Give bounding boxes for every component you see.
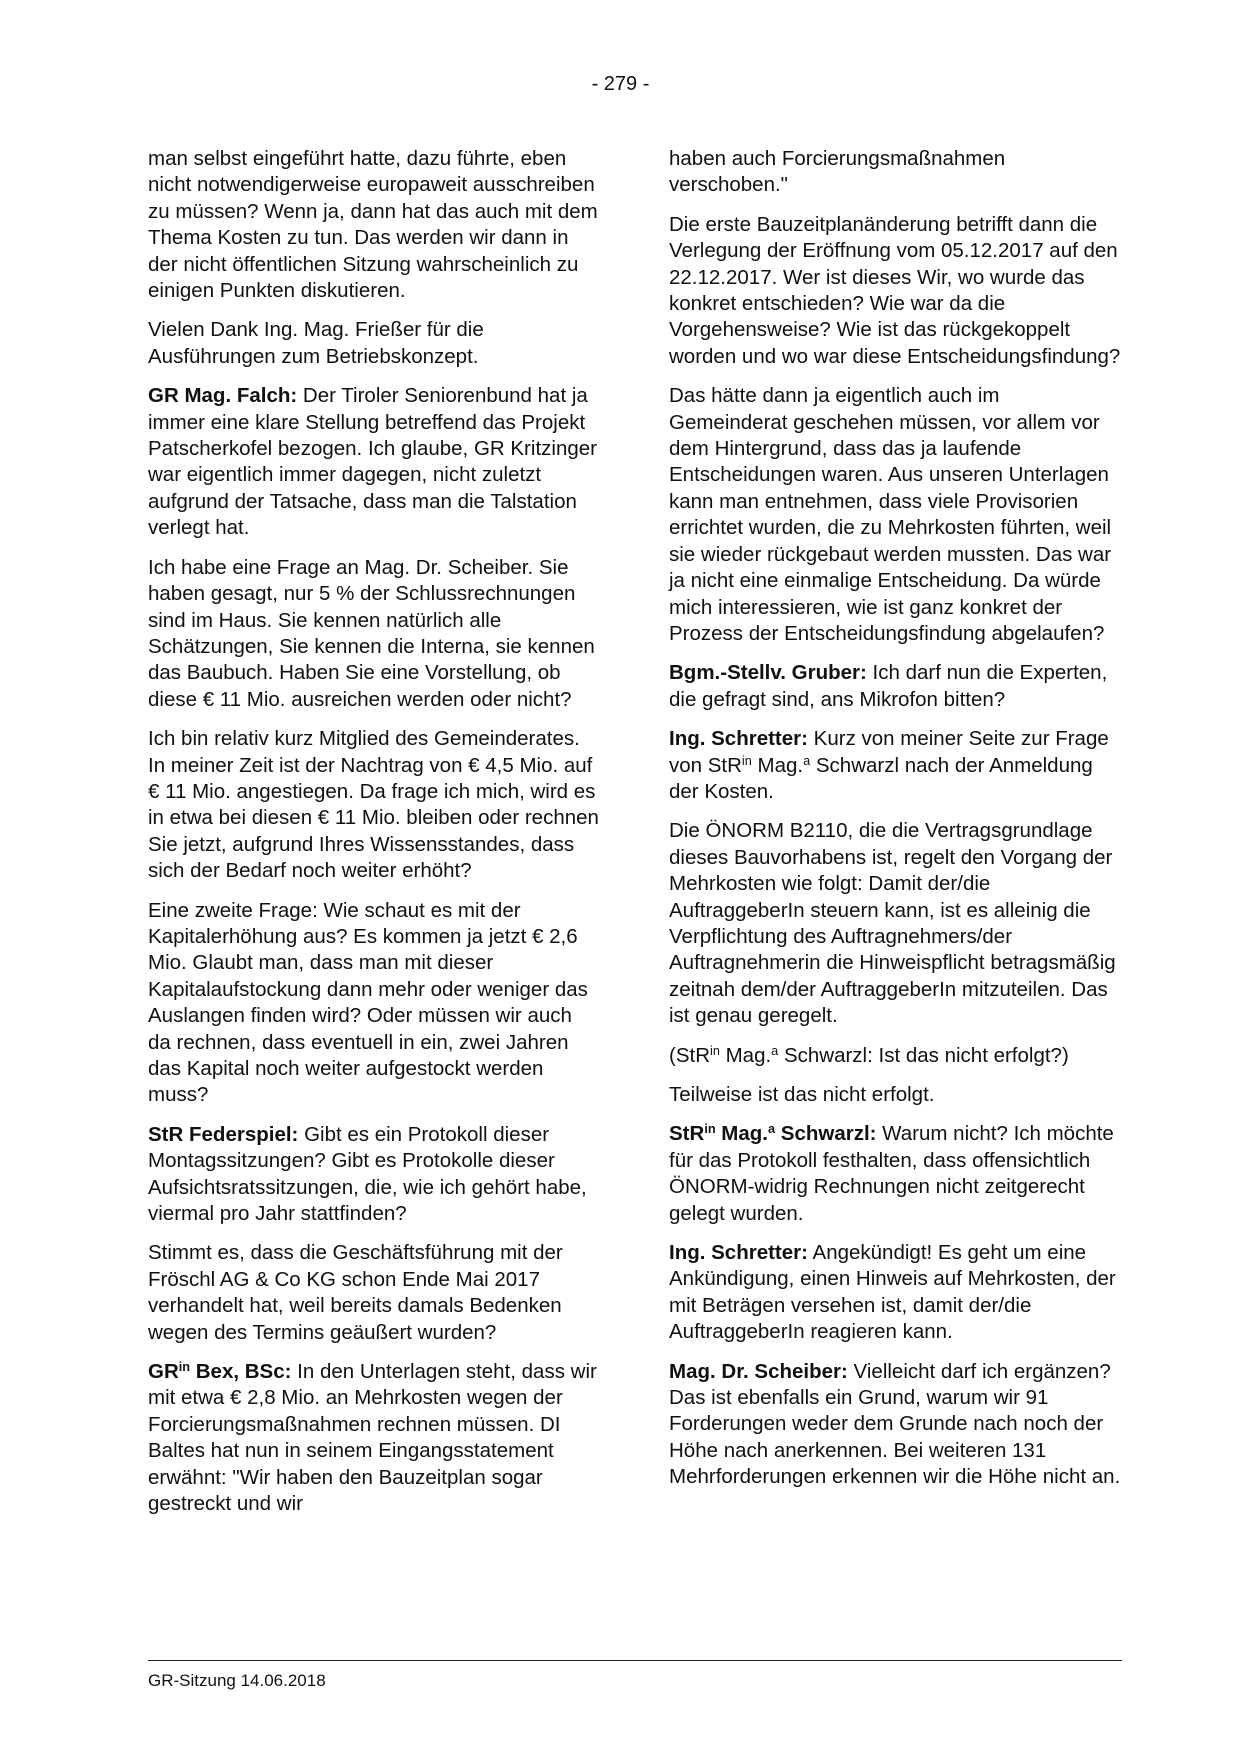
left-column [148,146,600,1531]
speaker-name [148,1360,291,1383]
paragraph: Vielen Dank Ing. Mag. Frießer für die Ausführungen zum Betriebskonzept. [148,318,484,368]
speaker-name: StR Federspiel: [148,1122,299,1146]
paragraph: Teilweise ist das nicht erfolgt. [669,1083,935,1106]
speech-paragraph [669,1359,1121,1491]
speaker-name: Ing. Schretter: [669,727,808,751]
speaker-surname: Schwarzl: [775,1122,877,1146]
paragraph: Ich habe eine Frage an Mag. Dr. Scheiber. Sie haben gesagt, nur 5 % der Schlussrechnungen sind im Haus. Sie kennen natürlich alle Schätzungen, Sie kennen die Interna, sie kennen das Baubuch. Haben Sie eine Vorstellung, ob diese € 11 Mio. ausreichen werden oder nicht? [148,555,595,711]
title-superscript: a [768,1121,776,1137]
right-column [669,146,1121,1504]
speaker-title: StR [669,1122,705,1146]
footer-text: GR-Sitzung 14.06.2018 [148,1671,326,1690]
speaker-name [669,1122,876,1145]
interjection-text: (StR [669,1043,710,1067]
speaker-name: Ing. Schretter: [669,1241,808,1265]
speech-paragraph [669,1240,1121,1346]
speech-text: Angekündigt! Es geht um eine Ankündigung, einen Hinweis auf Mehrkosten, der mit Beträgen versehen ist, damit der/die AuftraggeberIn reagieren kann. [669,1241,1116,1344]
footer-divider [148,1660,1122,1661]
speech-text: Mag. [751,753,804,777]
speech-text: Vielleicht darf ich ergänzen? Das ist ebenfalls ein Grund, warum wir 91 Forderungen weder dem Grunde nach noch der Höhe nach anerkennen. Bei weiteren 131 Mehrforderungen erkennen wir die Höhe nicht an. [669,1359,1121,1489]
speaker-title: Mag. [715,1122,769,1146]
paragraph: Die erste Bauzeitplanänderung betrifft dann die Verlegung der Eröffnung vom 05.12.2017 auf den 22.12.2017. Wer ist dieses Wir, wo wurde das konkret entschieden? Wie war da die Vorgehensweise? Wie ist das rückgekoppelt worden und wo war diese Entscheidungsfindung? [669,212,1121,368]
title-superscript: a [803,752,811,768]
speech-paragraph [669,660,1121,713]
interjection-text: Mag. [719,1043,772,1067]
title-superscript: in [741,752,752,768]
speech-text: Gibt es ein Protokoll dieser Montagssitzungen? Gibt es Protokolle dieser Aufsichtsratssitzungen, die, wie ich gehört habe, viermal pro Jahr stattfinden? [148,1122,587,1226]
speech-text: Der Tiroler Seniorenbund hat ja immer eine klare Stellung betreffend das Projekt Patscherkofel bezogen. Ich glaube, GR Kritzinger war eigentlich immer dagegen, nicht zuletzt aufgrund der Tatsache, dass man die Talstation verlegt hat. [148,384,597,540]
speech-text: Ich darf nun die Experten, die gefragt sind, ans Mikrofon bitten? [669,661,1108,711]
paragraph: Eine zweite Frage: Wie schaut es mit der Kapitalerhöhung aus? Es kommen ja jetzt € 2,6 Mio. Glaubt man, dass man mit dieser Kapitalaufstockung dann mehr oder weniger das Auslangen finden wird? Oder müssen wir auch da rechnen, dass eventuell in ein, zwei Jahren das Kapital noch weiter aufgestockt werden muss? [148,898,588,1107]
interjection-text: Schwarzl: Ist das nicht erfolgt?) [778,1043,1069,1067]
paragraph: Ich bin relativ kurz Mitglied des Gemeinderates. In meiner Zeit ist der Nachtrag von € 4,5 Mio. auf € 11 Mio. angestiegen. Da frage ich mich, wird es in etwa bei diesen € 11 Mio. bleiben oder rechnen Sie jetzt, aufgrund Ihres Wissensstandes, dass sich der Bedarf noch weiter erhöht? [148,727,599,883]
interjection [669,1043,1121,1069]
title-superscript: in [178,1359,191,1375]
title-superscript: a [771,1042,779,1058]
speech-text: Warum nicht? Ich möchte für das Protokoll festhalten, dass offensichtlich ÖNORM-widrig Rechnungen nicht zeitgerecht gelegt wurden. [669,1122,1114,1225]
speech-text: Schwarzl nach der Anmeldung der Kosten. [669,753,1093,803]
speech-paragraph [148,1122,600,1228]
speaker-name: Bgm.-Stellv. Gruber: [669,661,867,685]
title-superscript: in [710,1042,720,1058]
speech-paragraph [148,1359,600,1517]
paragraph: Stimmt es, dass die Geschäftsführung mit der Fröschl AG & Co KG schon Ende Mai 2017 verhandelt hat, weil bereits damals Bedenken wegen des Termins geäußert wurden? [148,1241,563,1344]
speaker-title: GR [148,1360,179,1384]
title-superscript: in [704,1121,716,1137]
speaker-name: Mag. Dr. Scheiber: [669,1359,848,1383]
speech-text: In den Unterlagen steht, dass wir mit etwa € 2,8 Mio. an Mehrkosten wegen der Forcierungsmaßnahmen rechnen müssen. DI Baltes hat nun in seinem Eingangsstatement erwähnt: "Wir haben den Bauzeitplan sogar gestreckt und wir [148,1360,597,1516]
speech-paragraph [148,383,600,541]
paragraph: haben auch Forcierungsmaßnahmen verschoben." [669,147,1006,197]
page-number: - 279 - [591,73,650,95]
speech-paragraph [669,1121,1121,1227]
paragraph: Die ÖNORM B2110, die die Vertragsgrundlage dieses Bauvorhabens ist, regelt den Vorgang der Mehrkosten wie folgt: Damit der/die AuftraggeberIn steuern kann, ist es alleinig die Verpflichtung des Auftragnehmers/der Auftragnehmerin die Hinweispflicht betragsmäßig zeitnah dem/der AuftraggeberIn mitzuteilen. Das ist genau geregelt. [669,819,1116,1028]
speech-paragraph [669,726,1121,805]
speaker-name: GR Mag. Falch: [148,384,298,408]
paragraph: man selbst eingeführt hatte, dazu führte, eben nicht notwendigerweise europaweit ausschreiben zu müssen? Wenn ja, dann hat das auch mit dem Thema Kosten zu tun. Das werden wir dann in der nicht öffentlichen Sitzung wahrscheinlich zu einigen Punkten diskutieren. [148,147,598,303]
paragraph: Das hätte dann ja eigentlich auch im Gemeinderat geschehen müssen, vor allem vor dem Hintergrund, dass das ja laufende Entscheidungen waren. Aus unseren Unterlagen kann man entnehmen, dass viele Provisorien errichtet wurden, die zu Mehrkosten führten, weil sie wieder rückgebaut werden mussten. Das war ja nicht eine einmalige Entscheidung. Da würde mich interessieren, wie ist ganz konkret der Prozess der Entscheidungsfindung abgelaufen? [669,384,1112,645]
speech-text: Kurz von meiner Seite zur Frage von StR [669,727,1109,777]
speaker-surname: Bex, BSc: [190,1360,292,1384]
